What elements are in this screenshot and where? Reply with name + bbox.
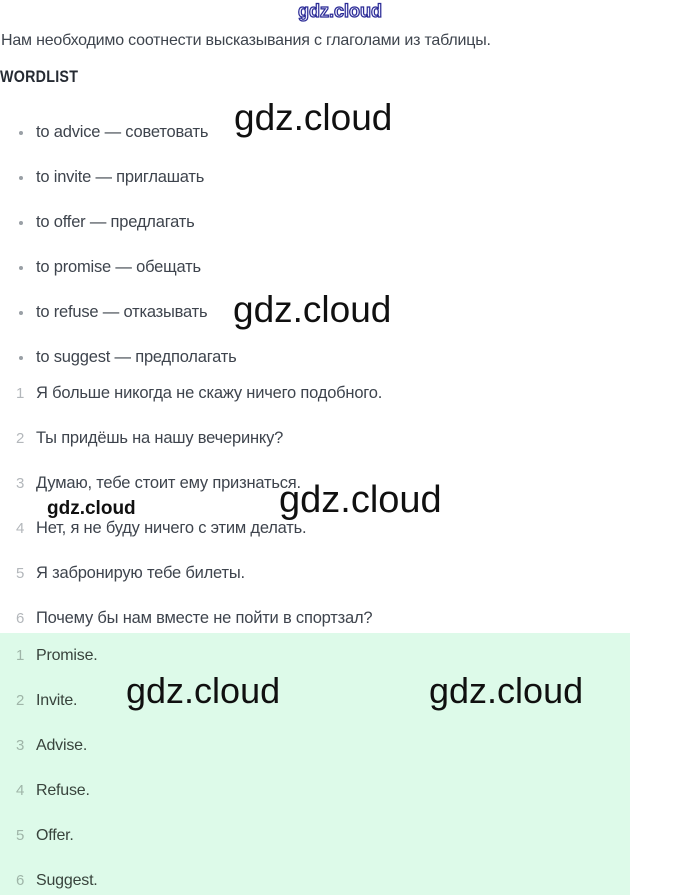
- statement-number: 1: [16, 385, 25, 402]
- gdz-cloud-watermark-small: gdz.cloud: [47, 498, 136, 519]
- wordlist-item-text: to offer — предлагать: [36, 213, 195, 231]
- statement-text: Нет, я не буду ничего с этим делать.: [36, 519, 307, 537]
- wordlist-item-text: to promise — обещать: [36, 258, 201, 276]
- statement-item: [0, 461, 680, 506]
- answer-text: Offer.: [36, 826, 74, 844]
- bullet-dot-icon: [19, 221, 23, 225]
- answer-item: [0, 813, 630, 858]
- answers-list: [0, 633, 630, 895]
- statement-text: Ты придёшь на нашу вечеринку?: [36, 429, 284, 447]
- wordlist-item-text: to advice — советовать: [36, 123, 209, 141]
- wordlist-item-text: to suggest — предполагать: [36, 348, 237, 366]
- gdz-cloud-watermark-outline: gdz.cloud: [298, 1, 382, 21]
- answer-number: 5: [16, 827, 25, 844]
- answer-item: [0, 768, 630, 813]
- gdz-cloud-watermark: gdz.cloud: [126, 670, 281, 711]
- statement-number: 6: [16, 610, 25, 627]
- statements-list: [0, 371, 680, 641]
- answer-number: 2: [16, 692, 25, 709]
- bullet-dot-icon: [19, 266, 23, 270]
- statement-number: 4: [16, 520, 25, 537]
- answer-text: Refuse.: [36, 781, 90, 799]
- gdz-cloud-watermark: gdz.cloud: [234, 97, 393, 138]
- bullet-dot-icon: [19, 176, 23, 180]
- answer-text: Advise.: [36, 736, 88, 754]
- statement-number: 3: [16, 475, 25, 492]
- answer-item: [0, 858, 630, 895]
- statement-text: Я забронирую тебе билеты.: [36, 564, 245, 582]
- wordlist-item: [0, 245, 680, 290]
- answer-number: 3: [16, 737, 25, 754]
- wordlist-item: [0, 110, 680, 155]
- answers-panel: [0, 633, 630, 895]
- statement-text: Я больше никогда не скажу ничего подобного.: [36, 384, 383, 402]
- gdz-cloud-watermark: gdz.cloud: [233, 289, 392, 330]
- statement-text: Почему бы нам вместе не пойти в спортзал?: [36, 609, 373, 627]
- statement-number: 5: [16, 565, 25, 582]
- answer-number: 4: [16, 782, 25, 799]
- wordlist-heading: WORDLIST: [0, 67, 79, 86]
- wordlist: [0, 110, 680, 380]
- statement-item: [0, 416, 680, 461]
- bullet-dot-icon: [19, 356, 23, 360]
- wordlist-item: [0, 290, 680, 335]
- answer-text: Invite.: [36, 691, 78, 709]
- answer-number: 1: [16, 647, 25, 664]
- bullet-dot-icon: [19, 311, 23, 315]
- answer-item: [0, 723, 630, 768]
- statement-text: Думаю, тебе стоит ему признаться.: [36, 474, 301, 492]
- wordlist-item-text: to refuse — отказывать: [36, 303, 208, 321]
- gdz-cloud-watermark: gdz.cloud: [429, 670, 584, 711]
- gdz-cloud-watermark: gdz.cloud: [279, 479, 442, 521]
- answer-text: Promise.: [36, 646, 98, 664]
- answer-item: [0, 633, 630, 678]
- answer-item: [0, 678, 630, 723]
- wordlist-item: [0, 155, 680, 200]
- statement-number: 2: [16, 430, 25, 447]
- wordlist-item-text: to invite — приглашать: [36, 168, 205, 186]
- wordlist-item: [0, 200, 680, 245]
- statement-item: [0, 551, 680, 596]
- answer-text: Suggest.: [36, 871, 98, 889]
- task-description: Нам необходимо соотнести высказывания с глаголами из таблицы.: [1, 32, 491, 49]
- bullet-dot-icon: [19, 131, 23, 135]
- statement-item: [0, 371, 680, 416]
- answer-number: 6: [16, 872, 25, 889]
- statement-item: [0, 506, 680, 551]
